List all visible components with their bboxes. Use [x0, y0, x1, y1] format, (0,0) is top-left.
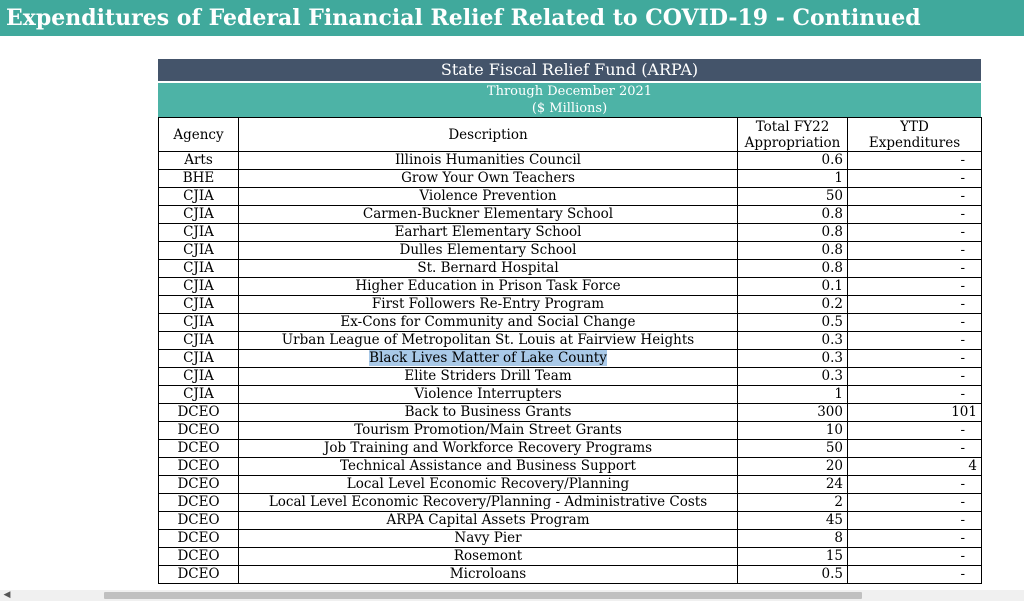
column-header-ytd-line1: YTD	[900, 119, 929, 135]
highlighted-description-text: Black Lives Matter of Lake County	[369, 350, 607, 366]
table-row	[159, 170, 982, 188]
ytd-expenditures-cell: 4	[848, 458, 982, 476]
table-row	[159, 422, 982, 440]
description-cell: Ex-Cons for Community and Social Change	[239, 314, 738, 332]
description-cell: Urban League of Metropolitan St. Louis at Fairview Heights	[239, 332, 738, 350]
description-cell: ARPA Capital Assets Program	[239, 512, 738, 530]
description-cell: Local Level Economic Recovery/Planning	[239, 476, 738, 494]
fund-name-header: State Fiscal Relief Fund (ARPA)	[158, 59, 981, 82]
description-cell: Local Level Economic Recovery/Planning - Administrative Costs	[239, 494, 738, 512]
appropriation-cell: 0.8	[738, 242, 848, 260]
agency-cell: CJIA	[159, 314, 239, 332]
appropriation-cell: 1	[738, 170, 848, 188]
agency-cell: CJIA	[159, 224, 239, 242]
table-row	[159, 350, 982, 368]
agency-cell: CJIA	[159, 296, 239, 314]
agency-cell: BHE	[159, 170, 239, 188]
table-header-row	[159, 118, 982, 152]
agency-cell: DCEO	[159, 530, 239, 548]
table-row	[159, 224, 982, 242]
ytd-expenditures-cell: -	[848, 170, 982, 188]
description-cell: First Followers Re-Entry Program	[239, 296, 738, 314]
ytd-expenditures-cell: 101	[848, 404, 982, 422]
agency-cell: DCEO	[159, 548, 239, 566]
ytd-expenditures-cell: -	[848, 368, 982, 386]
table-row	[159, 152, 982, 170]
appropriation-cell: 8	[738, 530, 848, 548]
description-cell	[239, 350, 738, 368]
ytd-expenditures-cell: -	[848, 242, 982, 260]
ytd-expenditures-cell: -	[848, 188, 982, 206]
appropriation-cell: 2	[738, 494, 848, 512]
ytd-expenditures-cell: -	[848, 332, 982, 350]
table-row	[159, 314, 982, 332]
column-header-ytd	[848, 118, 982, 152]
description-cell: Navy Pier	[239, 530, 738, 548]
agency-cell: DCEO	[159, 440, 239, 458]
period-label: Through December 2021	[486, 84, 653, 99]
table-row	[159, 386, 982, 404]
appropriation-cell: 0.2	[738, 296, 848, 314]
expenditures-table	[158, 117, 982, 584]
appropriation-cell: 24	[738, 476, 848, 494]
appropriation-cell: 0.3	[738, 368, 848, 386]
agency-cell: CJIA	[159, 386, 239, 404]
ytd-expenditures-cell: -	[848, 548, 982, 566]
agency-cell: CJIA	[159, 368, 239, 386]
ytd-expenditures-cell: -	[848, 494, 982, 512]
table-row	[159, 260, 982, 278]
table-row	[159, 512, 982, 530]
agency-cell: CJIA	[159, 188, 239, 206]
appropriation-cell: 15	[738, 548, 848, 566]
units-label: ($ Millions)	[531, 101, 608, 116]
appropriation-cell: 45	[738, 512, 848, 530]
appropriation-cell: 0.5	[738, 314, 848, 332]
table-row	[159, 332, 982, 350]
appropriation-cell: 1	[738, 386, 848, 404]
agency-cell: DCEO	[159, 422, 239, 440]
ytd-expenditures-cell: -	[848, 512, 982, 530]
appropriation-cell: 0.8	[738, 260, 848, 278]
appropriation-cell: 20	[738, 458, 848, 476]
scrollbar-thumb[interactable]	[104, 592, 862, 599]
column-header-appropriation-line2: Appropriation	[744, 135, 841, 151]
description-cell: Technical Assistance and Business Support	[239, 458, 738, 476]
ytd-expenditures-cell: -	[848, 314, 982, 332]
agency-cell: CJIA	[159, 242, 239, 260]
column-header-appropriation-line1: Total FY22	[755, 119, 830, 135]
table-row	[159, 242, 982, 260]
description-cell: Carmen-Buckner Elementary School	[239, 206, 738, 224]
ytd-expenditures-cell: -	[848, 152, 982, 170]
agency-cell: CJIA	[159, 260, 239, 278]
chevron-left-icon[interactable]: ◀	[3, 590, 11, 600]
appropriation-cell: 0.3	[738, 350, 848, 368]
description-cell: Rosemont	[239, 548, 738, 566]
appropriation-cell: 0.1	[738, 278, 848, 296]
ytd-expenditures-cell: -	[848, 206, 982, 224]
table-row	[159, 206, 982, 224]
agency-cell: CJIA	[159, 350, 239, 368]
appropriation-cell: 50	[738, 440, 848, 458]
description-cell: Microloans	[239, 566, 738, 584]
ytd-expenditures-cell: -	[848, 422, 982, 440]
table-row	[159, 296, 982, 314]
table-row	[159, 278, 982, 296]
page-title: Expenditures of Federal Financial Relief Related to COVID-19 - Continued	[0, 0, 1024, 36]
table-body	[159, 152, 982, 584]
table-row	[159, 494, 982, 512]
ytd-expenditures-cell: -	[848, 530, 982, 548]
appropriation-cell: 10	[738, 422, 848, 440]
description-cell: Violence Interrupters	[239, 386, 738, 404]
description-cell: Violence Prevention	[239, 188, 738, 206]
agency-cell: CJIA	[159, 206, 239, 224]
ytd-expenditures-cell: -	[848, 224, 982, 242]
appropriation-cell: 0.8	[738, 224, 848, 242]
table-row	[159, 368, 982, 386]
agency-cell: Arts	[159, 152, 239, 170]
description-cell: Grow Your Own Teachers	[239, 170, 738, 188]
description-cell: Higher Education in Prison Task Force	[239, 278, 738, 296]
agency-cell: DCEO	[159, 404, 239, 422]
ytd-expenditures-cell: -	[848, 260, 982, 278]
relief-fund-table-section	[158, 59, 981, 584]
ytd-expenditures-cell: -	[848, 440, 982, 458]
agency-cell: DCEO	[159, 566, 239, 584]
table-row	[159, 404, 982, 422]
ytd-expenditures-cell: -	[848, 296, 982, 314]
ytd-expenditures-cell: -	[848, 476, 982, 494]
table-row	[159, 566, 982, 584]
agency-cell: DCEO	[159, 458, 239, 476]
description-cell: Back to Business Grants	[239, 404, 738, 422]
agency-cell: DCEO	[159, 512, 239, 530]
appropriation-cell: 0.5	[738, 566, 848, 584]
table-row	[159, 188, 982, 206]
column-header-description: Description	[239, 118, 738, 152]
ytd-expenditures-cell: -	[848, 278, 982, 296]
agency-cell: CJIA	[159, 278, 239, 296]
description-cell: Dulles Elementary School	[239, 242, 738, 260]
table-row	[159, 530, 982, 548]
description-cell: St. Bernard Hospital	[239, 260, 738, 278]
appropriation-cell: 50	[738, 188, 848, 206]
ytd-expenditures-cell: -	[848, 386, 982, 404]
agency-cell: DCEO	[159, 494, 239, 512]
table-row	[159, 440, 982, 458]
horizontal-scrollbar[interactable]	[0, 590, 1024, 601]
description-cell: Elite Striders Drill Team	[239, 368, 738, 386]
agency-cell: CJIA	[159, 332, 239, 350]
appropriation-cell: 0.8	[738, 206, 848, 224]
column-header-appropriation	[738, 118, 848, 152]
appropriation-cell: 0.3	[738, 332, 848, 350]
table-row	[159, 476, 982, 494]
column-header-agency: Agency	[159, 118, 239, 152]
period-header	[158, 83, 981, 117]
description-cell: Tourism Promotion/Main Street Grants	[239, 422, 738, 440]
table-row	[159, 458, 982, 476]
description-cell: Earhart Elementary School	[239, 224, 738, 242]
ytd-expenditures-cell: -	[848, 350, 982, 368]
appropriation-cell: 0.6	[738, 152, 848, 170]
ytd-expenditures-cell: -	[848, 566, 982, 584]
agency-cell: DCEO	[159, 476, 239, 494]
column-header-ytd-line2: Expenditures	[868, 135, 961, 151]
appropriation-cell: 300	[738, 404, 848, 422]
description-cell: Job Training and Workforce Recovery Programs	[239, 440, 738, 458]
table-row	[159, 548, 982, 566]
description-cell: Illinois Humanities Council	[239, 152, 738, 170]
